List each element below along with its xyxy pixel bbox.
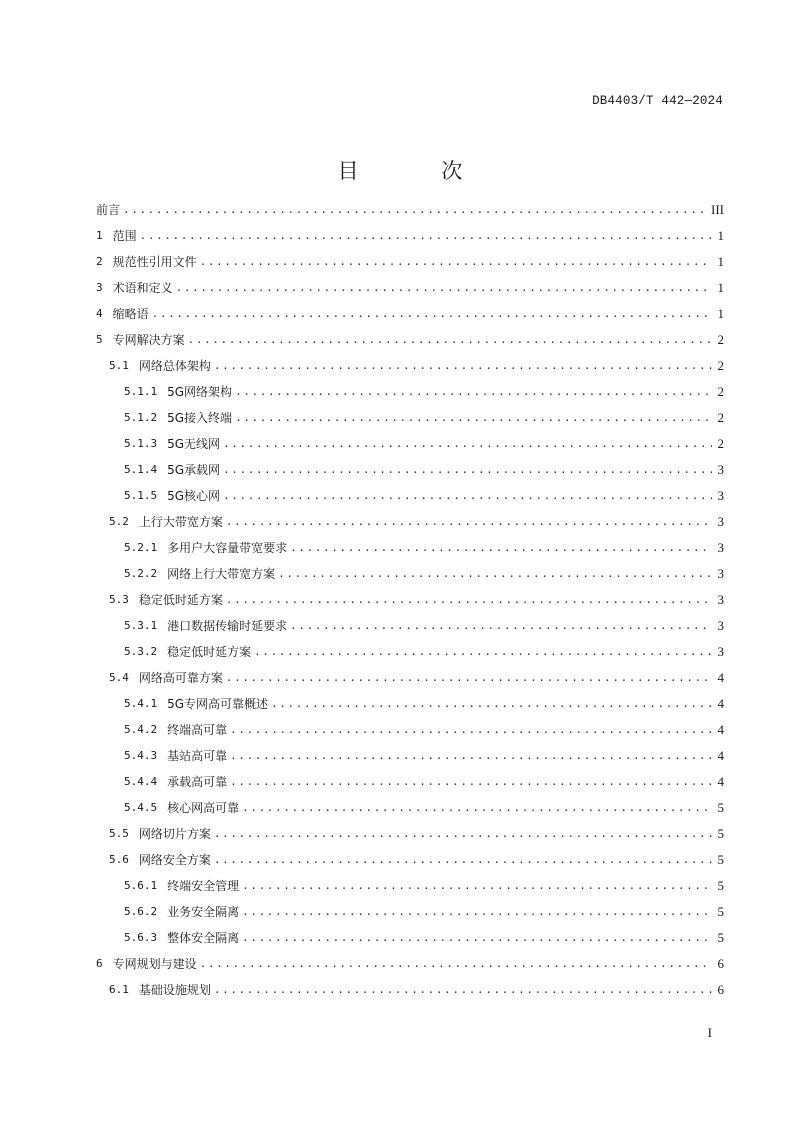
toc-entry[interactable] bbox=[96, 639, 724, 665]
toc-entry-page: 5 bbox=[717, 826, 724, 841]
toc-leader-dots bbox=[230, 769, 712, 795]
toc-entry[interactable] bbox=[96, 691, 724, 717]
toc-entry-page: 2 bbox=[717, 358, 724, 373]
toc-entry-number: 5.4.4 bbox=[124, 775, 158, 788]
toc-entry[interactable] bbox=[96, 431, 724, 457]
toc-entry-number: 5.2.1 bbox=[124, 541, 158, 554]
toc-entry-number: 5.4.2 bbox=[124, 723, 158, 736]
toc-leader-dots bbox=[214, 821, 712, 847]
toc-entry-title: 基础设施规划 bbox=[138, 983, 211, 997]
toc-entry[interactable] bbox=[96, 483, 724, 509]
toc-entry-title: 稳定低时延方案 bbox=[167, 645, 252, 659]
toc-entry-page: 4 bbox=[717, 774, 724, 789]
toc-entry[interactable] bbox=[96, 951, 724, 977]
toc-entry-number: 5.4.5 bbox=[124, 801, 158, 814]
toc-entry-number: 5.6 bbox=[109, 853, 129, 866]
toc-entry-number: 5.1.1 bbox=[124, 385, 158, 398]
toc-entry-title: 范围 bbox=[112, 229, 137, 243]
toc-entry-title: 术语和定义 bbox=[112, 281, 173, 295]
toc-entry[interactable] bbox=[96, 613, 724, 639]
toc-entry-title: 整体安全隔离 bbox=[167, 931, 240, 945]
toc-entry-title: 终端高可靠 bbox=[167, 723, 228, 737]
toc-entry-page: 2 bbox=[717, 332, 724, 347]
toc-entry[interactable] bbox=[96, 509, 724, 535]
toc-entry-page: 2 bbox=[717, 436, 724, 451]
toc-entry-title: 网络高可靠方案 bbox=[138, 671, 223, 685]
toc-entry[interactable] bbox=[96, 665, 724, 691]
toc-entry-title: 5G无线网 bbox=[167, 437, 221, 451]
toc-leader-dots bbox=[226, 587, 712, 613]
toc-leader-dots bbox=[123, 197, 707, 223]
toc-entry[interactable] bbox=[96, 769, 724, 795]
toc-entry-title: 5G专网高可靠概述 bbox=[167, 697, 269, 711]
toc-entry-page: 4 bbox=[717, 722, 724, 737]
toc-entry-page: 5 bbox=[717, 930, 724, 945]
toc-entry-title: 专网规划与建设 bbox=[112, 957, 197, 971]
toc-entry-number: 5.1.2 bbox=[124, 411, 158, 424]
toc-entry-page: 6 bbox=[717, 956, 724, 971]
toc-entry-page: 6 bbox=[717, 982, 724, 997]
toc-leader-dots bbox=[242, 873, 712, 899]
toc-entry-page: 1 bbox=[717, 254, 724, 269]
toc-entry-page: 3 bbox=[717, 540, 724, 555]
toc-entry-page: 1 bbox=[717, 280, 724, 295]
toc-entry-number: 5.4.1 bbox=[124, 697, 158, 710]
toc-entry-page: 3 bbox=[717, 644, 724, 659]
toc-entry-page: 5 bbox=[717, 904, 724, 919]
toc-entry-number: 5.6.1 bbox=[124, 879, 158, 892]
toc-entry-title: 终端安全管理 bbox=[167, 879, 240, 893]
toc-entry-title: 港口数据传输时延要求 bbox=[167, 619, 288, 633]
toc-entry-page: III bbox=[711, 202, 724, 217]
toc-leader-dots bbox=[235, 379, 712, 405]
toc-entry-page: 1 bbox=[717, 306, 724, 321]
toc-entry[interactable] bbox=[96, 899, 724, 925]
toc-entry-number: 4 bbox=[96, 307, 103, 320]
toc-leader-dots bbox=[214, 977, 712, 1003]
toc-entry-number: 5.3.2 bbox=[124, 645, 158, 658]
toc-entry[interactable] bbox=[96, 743, 724, 769]
toc-leader-dots bbox=[152, 301, 712, 327]
toc-entry-title: 5G网络架构 bbox=[167, 385, 233, 399]
toc-entry[interactable] bbox=[96, 223, 724, 249]
toc-leader-dots bbox=[242, 899, 712, 925]
toc-entry-page: 2 bbox=[717, 410, 724, 425]
toc-entry-page: 5 bbox=[717, 800, 724, 815]
document-code: DB4403/T 442—2024 bbox=[592, 94, 723, 108]
toc-entry-title: 承载高可靠 bbox=[167, 775, 228, 789]
toc-entry-title: 规范性引用文件 bbox=[112, 255, 197, 269]
toc-entry[interactable] bbox=[96, 249, 724, 275]
toc-entry-title: 网络安全方案 bbox=[138, 853, 211, 867]
toc-entry[interactable] bbox=[96, 587, 724, 613]
toc-entry[interactable] bbox=[96, 821, 724, 847]
toc-entry-title: 核心网高可靠 bbox=[167, 801, 240, 815]
toc-entry-page: 3 bbox=[717, 462, 724, 477]
toc-entry-title: 前言 bbox=[96, 203, 121, 217]
toc-entry-page: 3 bbox=[717, 566, 724, 581]
toc-entry[interactable] bbox=[96, 873, 724, 899]
toc-entry-title: 网络切片方案 bbox=[138, 827, 211, 841]
toc-entry[interactable] bbox=[96, 301, 724, 327]
toc-leader-dots bbox=[176, 275, 712, 301]
toc-entry-title: 网络上行大带宽方案 bbox=[167, 567, 276, 581]
toc-entry-number: 6 bbox=[96, 957, 103, 970]
toc-entry-number: 5.1.3 bbox=[124, 437, 158, 450]
toc-entry-number: 5 bbox=[96, 333, 103, 346]
toc-entry[interactable] bbox=[96, 925, 724, 951]
toc-entry-title: 5G核心网 bbox=[167, 489, 221, 503]
toc-entry-number: 5.2 bbox=[109, 515, 129, 528]
toc-entry-page: 5 bbox=[717, 878, 724, 893]
toc-entry[interactable] bbox=[96, 327, 724, 353]
toc-entry-number: 1 bbox=[96, 229, 103, 242]
toc-entry-title: 上行大带宽方案 bbox=[138, 515, 223, 529]
toc-entry-number: 2 bbox=[96, 255, 103, 268]
toc-leader-dots bbox=[214, 847, 712, 873]
toc-leader-dots bbox=[235, 405, 712, 431]
toc-entry-number: 6.1 bbox=[109, 983, 129, 996]
toc-leader-dots bbox=[278, 561, 712, 587]
toc-leader-dots bbox=[226, 665, 712, 691]
toc-entry-page: 3 bbox=[717, 514, 724, 529]
toc-entry[interactable] bbox=[96, 353, 724, 379]
toc-leader-dots bbox=[223, 431, 712, 457]
toc-leader-dots bbox=[254, 639, 712, 665]
toc-leader-dots bbox=[230, 717, 712, 743]
toc-entry[interactable] bbox=[96, 717, 724, 743]
toc-entry-title: 5G承载网 bbox=[167, 463, 221, 477]
toc-entry-title: 基站高可靠 bbox=[167, 749, 228, 763]
toc-entry-number: 5.4.3 bbox=[124, 749, 158, 762]
toc-entry-page: 3 bbox=[717, 618, 724, 633]
toc-entry[interactable] bbox=[96, 275, 724, 301]
toc-leader-dots bbox=[200, 249, 712, 275]
toc-entry-page: 4 bbox=[717, 748, 724, 763]
toc-leader-dots bbox=[271, 691, 712, 717]
toc-entry[interactable] bbox=[96, 197, 724, 223]
toc-entry[interactable] bbox=[96, 457, 724, 483]
toc-leader-dots bbox=[290, 613, 712, 639]
toc-entry-number: 5.6.3 bbox=[124, 931, 158, 944]
page-number: I bbox=[707, 1025, 712, 1040]
toc-entry[interactable] bbox=[96, 561, 724, 587]
toc-leader-dots bbox=[214, 353, 712, 379]
toc-entry[interactable] bbox=[96, 535, 724, 561]
toc-entry-number: 5.3.1 bbox=[124, 619, 158, 632]
toc-entry-page: 4 bbox=[717, 670, 724, 685]
toc-entry-number: 5.1 bbox=[109, 359, 129, 372]
toc-entry-title: 业务安全隔离 bbox=[167, 905, 240, 919]
toc-entry-number: 5.6.2 bbox=[124, 905, 158, 918]
toc-leader-dots bbox=[200, 951, 712, 977]
toc-entry-page: 5 bbox=[717, 852, 724, 867]
toc-entry-number: 5.2.2 bbox=[124, 567, 158, 580]
toc-leader-dots bbox=[140, 223, 712, 249]
toc-leader-dots bbox=[223, 483, 712, 509]
toc-entry[interactable] bbox=[96, 847, 724, 873]
toc-leader-dots bbox=[226, 509, 712, 535]
toc-leader-dots bbox=[242, 795, 712, 821]
toc-entry[interactable] bbox=[96, 795, 724, 821]
toc-entry-number: 3 bbox=[96, 281, 103, 294]
toc-entry-number: 5.4 bbox=[109, 671, 129, 684]
toc-entry-page: 2 bbox=[717, 384, 724, 399]
toc-entry-number: 5.1.4 bbox=[124, 463, 158, 476]
toc-entry[interactable] bbox=[96, 977, 724, 1003]
toc-entry-page: 1 bbox=[717, 228, 724, 243]
toc-entry-page: 4 bbox=[717, 696, 724, 711]
toc-entry-page: 3 bbox=[717, 488, 724, 503]
table-of-contents bbox=[96, 197, 724, 1003]
toc-entry-number: 5.5 bbox=[109, 827, 129, 840]
toc-leader-dots bbox=[223, 457, 712, 483]
toc-leader-dots bbox=[242, 925, 712, 951]
toc-entry-title: 缩略语 bbox=[112, 307, 149, 321]
page-title: 目 次 bbox=[337, 159, 501, 183]
toc-entry-title: 网络总体架构 bbox=[138, 359, 211, 373]
toc-leader-dots bbox=[188, 327, 712, 353]
toc-leader-dots bbox=[290, 535, 712, 561]
toc-entry-page: 3 bbox=[717, 592, 724, 607]
toc-entry-title: 专网解决方案 bbox=[112, 333, 185, 347]
toc-entry[interactable] bbox=[96, 405, 724, 431]
toc-leader-dots bbox=[230, 743, 712, 769]
toc-entry[interactable] bbox=[96, 379, 724, 405]
toc-entry-number: 5.3 bbox=[109, 593, 129, 606]
toc-entry-title: 多用户大容量带宽要求 bbox=[167, 541, 288, 555]
toc-entry-number: 5.1.5 bbox=[124, 489, 158, 502]
toc-entry-title: 稳定低时延方案 bbox=[138, 593, 223, 607]
toc-entry-title: 5G接入终端 bbox=[167, 411, 233, 425]
